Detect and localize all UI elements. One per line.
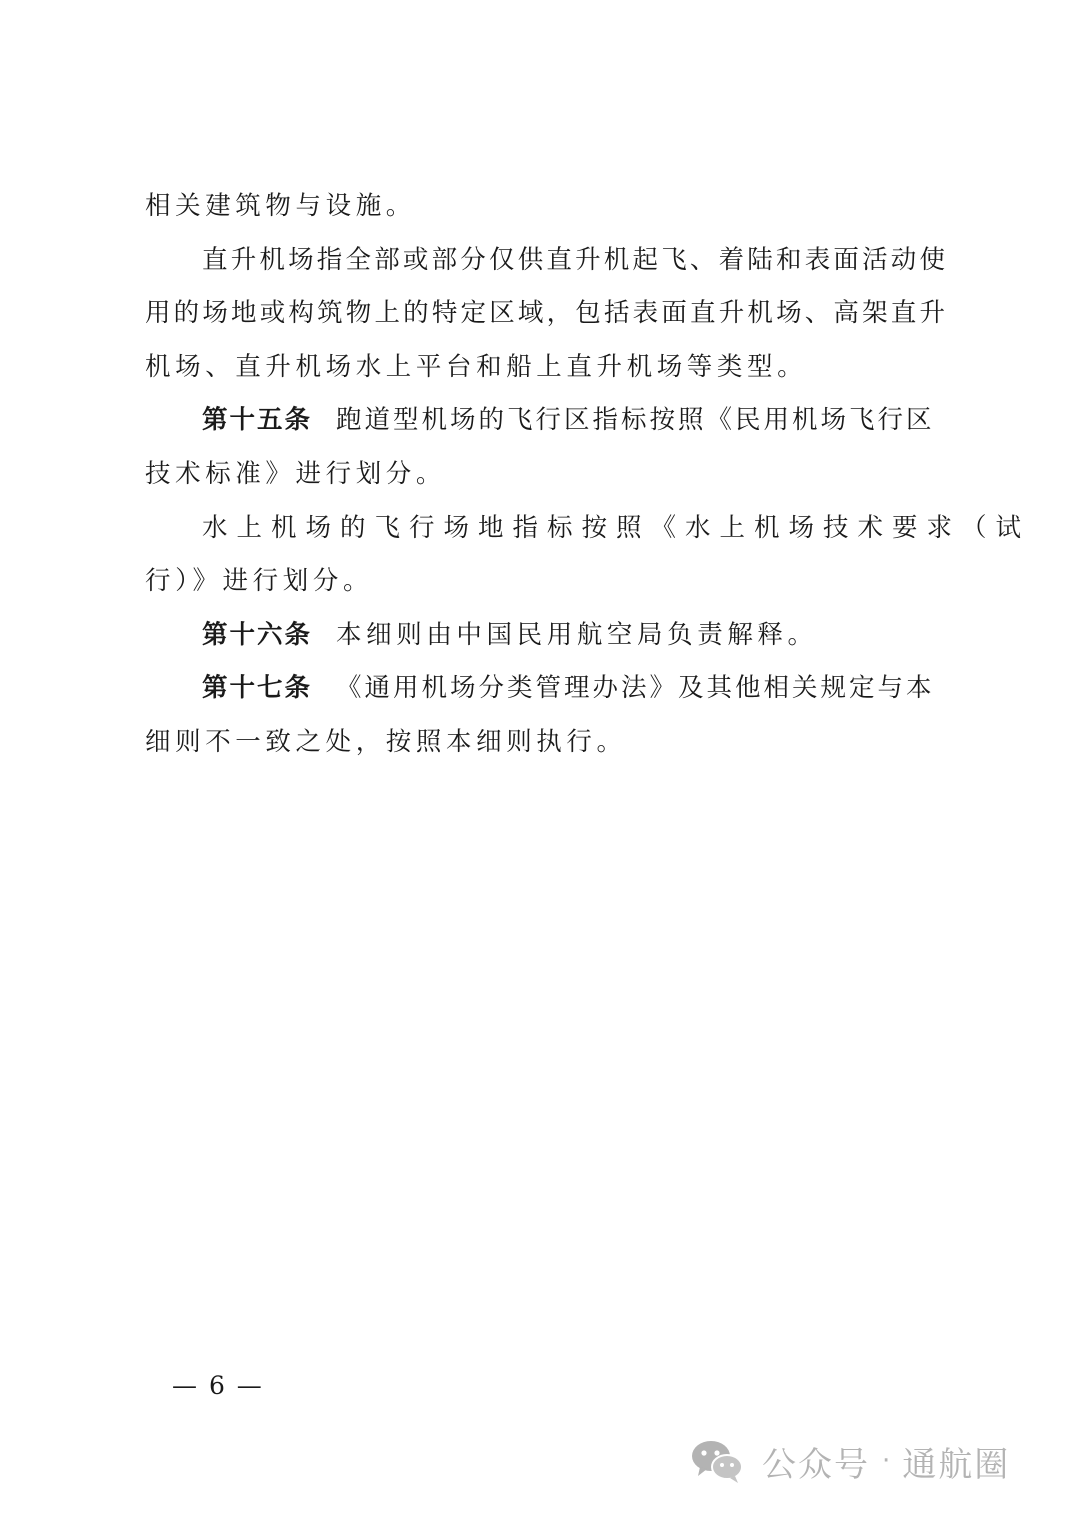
line-text: 机场、直升机场水上平台和船上直升机场等类型。 <box>145 352 808 382</box>
paragraph-line <box>145 351 945 383</box>
line-text: 水上机场的飞行场地指标按照《水上机场技术要求（试 <box>202 513 1031 543</box>
watermark-account-name: 通航圈 <box>902 1444 1011 1485</box>
page-number: — 6 — <box>172 1371 264 1400</box>
watermark <box>690 1436 1010 1486</box>
line-text: 《通用机场分类管理办法》及其他相关规定与本 <box>336 673 935 703</box>
article-line <box>202 619 945 651</box>
article-line <box>202 672 945 704</box>
paragraph-line <box>202 512 1031 544</box>
line-text: 跑道型机场的飞行区指标按照《民用机场飞行区 <box>336 405 935 435</box>
article-line <box>202 404 945 436</box>
article-heading: 第十六条 <box>202 620 313 650</box>
watermark-separator: · <box>882 1446 891 1476</box>
article-heading: 第十七条 <box>202 673 313 703</box>
line-text: 技术标准》进行划分。 <box>145 459 447 489</box>
wechat-icon <box>690 1438 744 1484</box>
paragraph-line <box>145 726 945 758</box>
line-text: 用的场地或构筑物上的特定区域，包括表面直升机场、高架直升 <box>145 298 945 328</box>
line-text: 行）》进行划分。 <box>145 566 374 596</box>
paragraph-line <box>145 458 945 490</box>
article-heading: 第十五条 <box>202 405 313 435</box>
line-text: 细则不一致之处，按照本细则执行。 <box>145 727 627 757</box>
paragraph-line <box>145 297 945 329</box>
line-text: 相关建筑物与设施。 <box>145 191 416 221</box>
paragraph-line <box>145 190 945 222</box>
watermark-account-label: 公众号 <box>762 1444 870 1485</box>
line-text: 本细则由中国民用航空局负责解释。 <box>336 620 818 650</box>
line-text: 直升机场指全部或部分仅供直升机起飞、着陆和表面活动使 <box>202 245 945 275</box>
paragraph-line <box>202 244 945 276</box>
paragraph-line <box>145 565 945 597</box>
